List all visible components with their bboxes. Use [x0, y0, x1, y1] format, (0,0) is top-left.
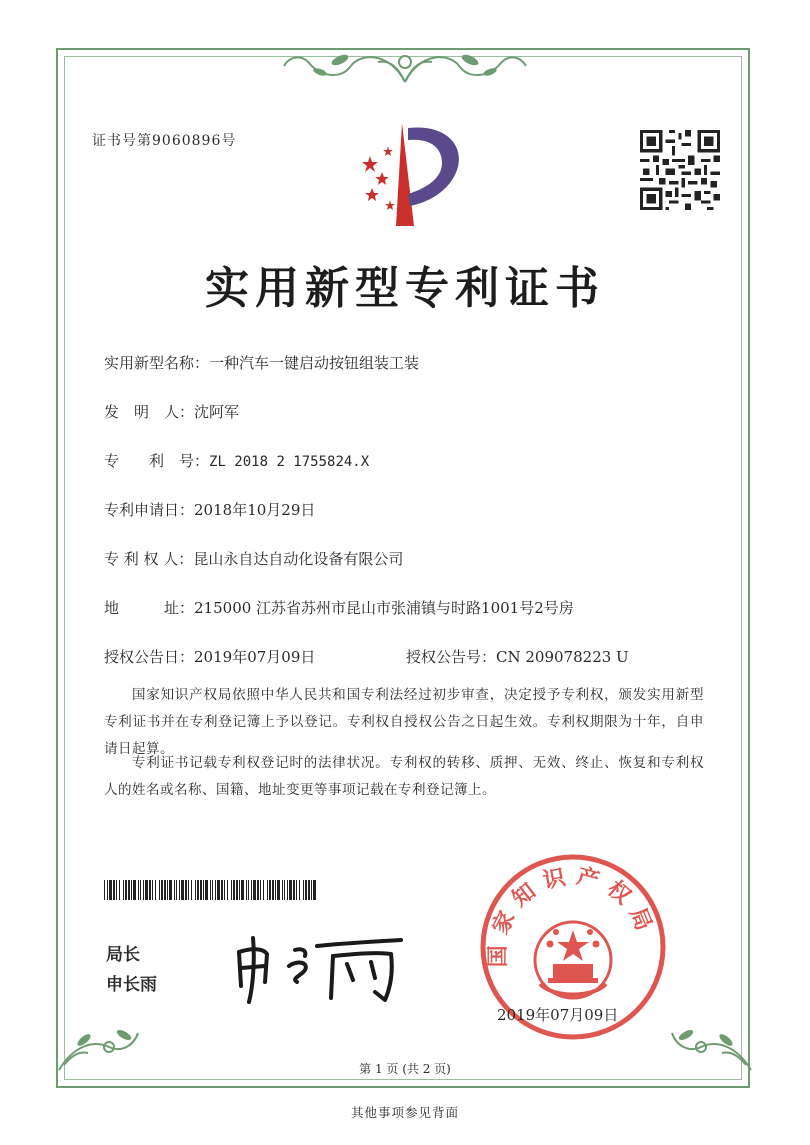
grant-number-label: 授权公告号： — [406, 648, 497, 666]
inventor-value: 沈阿军 — [194, 403, 240, 421]
grant-statement-paragraph: 国家知识产权局依照中华人民共和国专利法经过初步审查，决定授予专利权，颁发实用新型专利证书并在专利登记簿上予以登记。专利权自授权公告之日起生效。专利权期限为十年，自申请日起算。 — [104, 687, 704, 757]
filing-date-value: 2018年10月29日 — [194, 501, 316, 519]
address-row — [104, 597, 574, 618]
patent-office-logo — [352, 118, 472, 228]
address-value: 215000 江苏省苏州市昆山市张浦镇与时路1001号2号房 — [194, 599, 574, 617]
filing-date-row — [104, 499, 315, 520]
grant-date-value: 2019年07月09日 — [194, 648, 316, 666]
inventor-label: 发 明 人： — [104, 403, 195, 421]
patent-number-value: ZL 2018 2 1755824.X — [209, 454, 370, 470]
grant-date-label: 授权公告日： — [104, 648, 195, 666]
qr-code — [640, 130, 720, 210]
patent-number-label: 专 利 号： — [104, 452, 210, 470]
filing-date-label: 专利申请日： — [104, 501, 195, 519]
grant-date-row — [104, 646, 315, 667]
director-title: 局长 — [106, 945, 140, 965]
patentee-value: 昆山永自达自动化设备有限公司 — [193, 550, 404, 568]
director-name: 申长雨 — [106, 975, 157, 995]
footer-note: 其他事项参见背面 — [350, 1105, 459, 1120]
grant-number-row — [406, 646, 629, 667]
top-ornament — [280, 42, 530, 92]
inventor-row — [104, 401, 239, 422]
certificate-number: 证书号第9060896号 — [92, 133, 237, 149]
patent-number-row — [104, 450, 369, 471]
utility-model-name-value: 一种汽车一键启动按钮组装工装 — [209, 354, 420, 372]
utility-model-name-label: 实用新型名称： — [104, 354, 210, 372]
utility-model-name-row — [104, 352, 419, 373]
seal-date: 2019年07月09日 — [497, 1006, 619, 1024]
patentee-row — [104, 548, 403, 569]
page-indicator: 第 1 页 (共 2 页) — [359, 1062, 451, 1076]
director-signature — [225, 920, 415, 1010]
legal-status-paragraph: 专利证书记载专利权登记时的法律状况。专利权的转移、质押、无效、终止、恢复和专利权人的姓名或名称、国籍、地址变更等事项记载在专利登记簿上。 — [104, 755, 704, 798]
patentee-label: 专 利 权 人： — [104, 550, 194, 568]
seal-text: 国家知识产权局 — [485, 863, 660, 968]
certificate-title: 实用新型专利证书 — [205, 263, 605, 314]
barcode — [104, 880, 318, 900]
grant-number-value: CN 209078223 U — [496, 648, 629, 666]
address-label: 地 址： — [104, 599, 195, 617]
